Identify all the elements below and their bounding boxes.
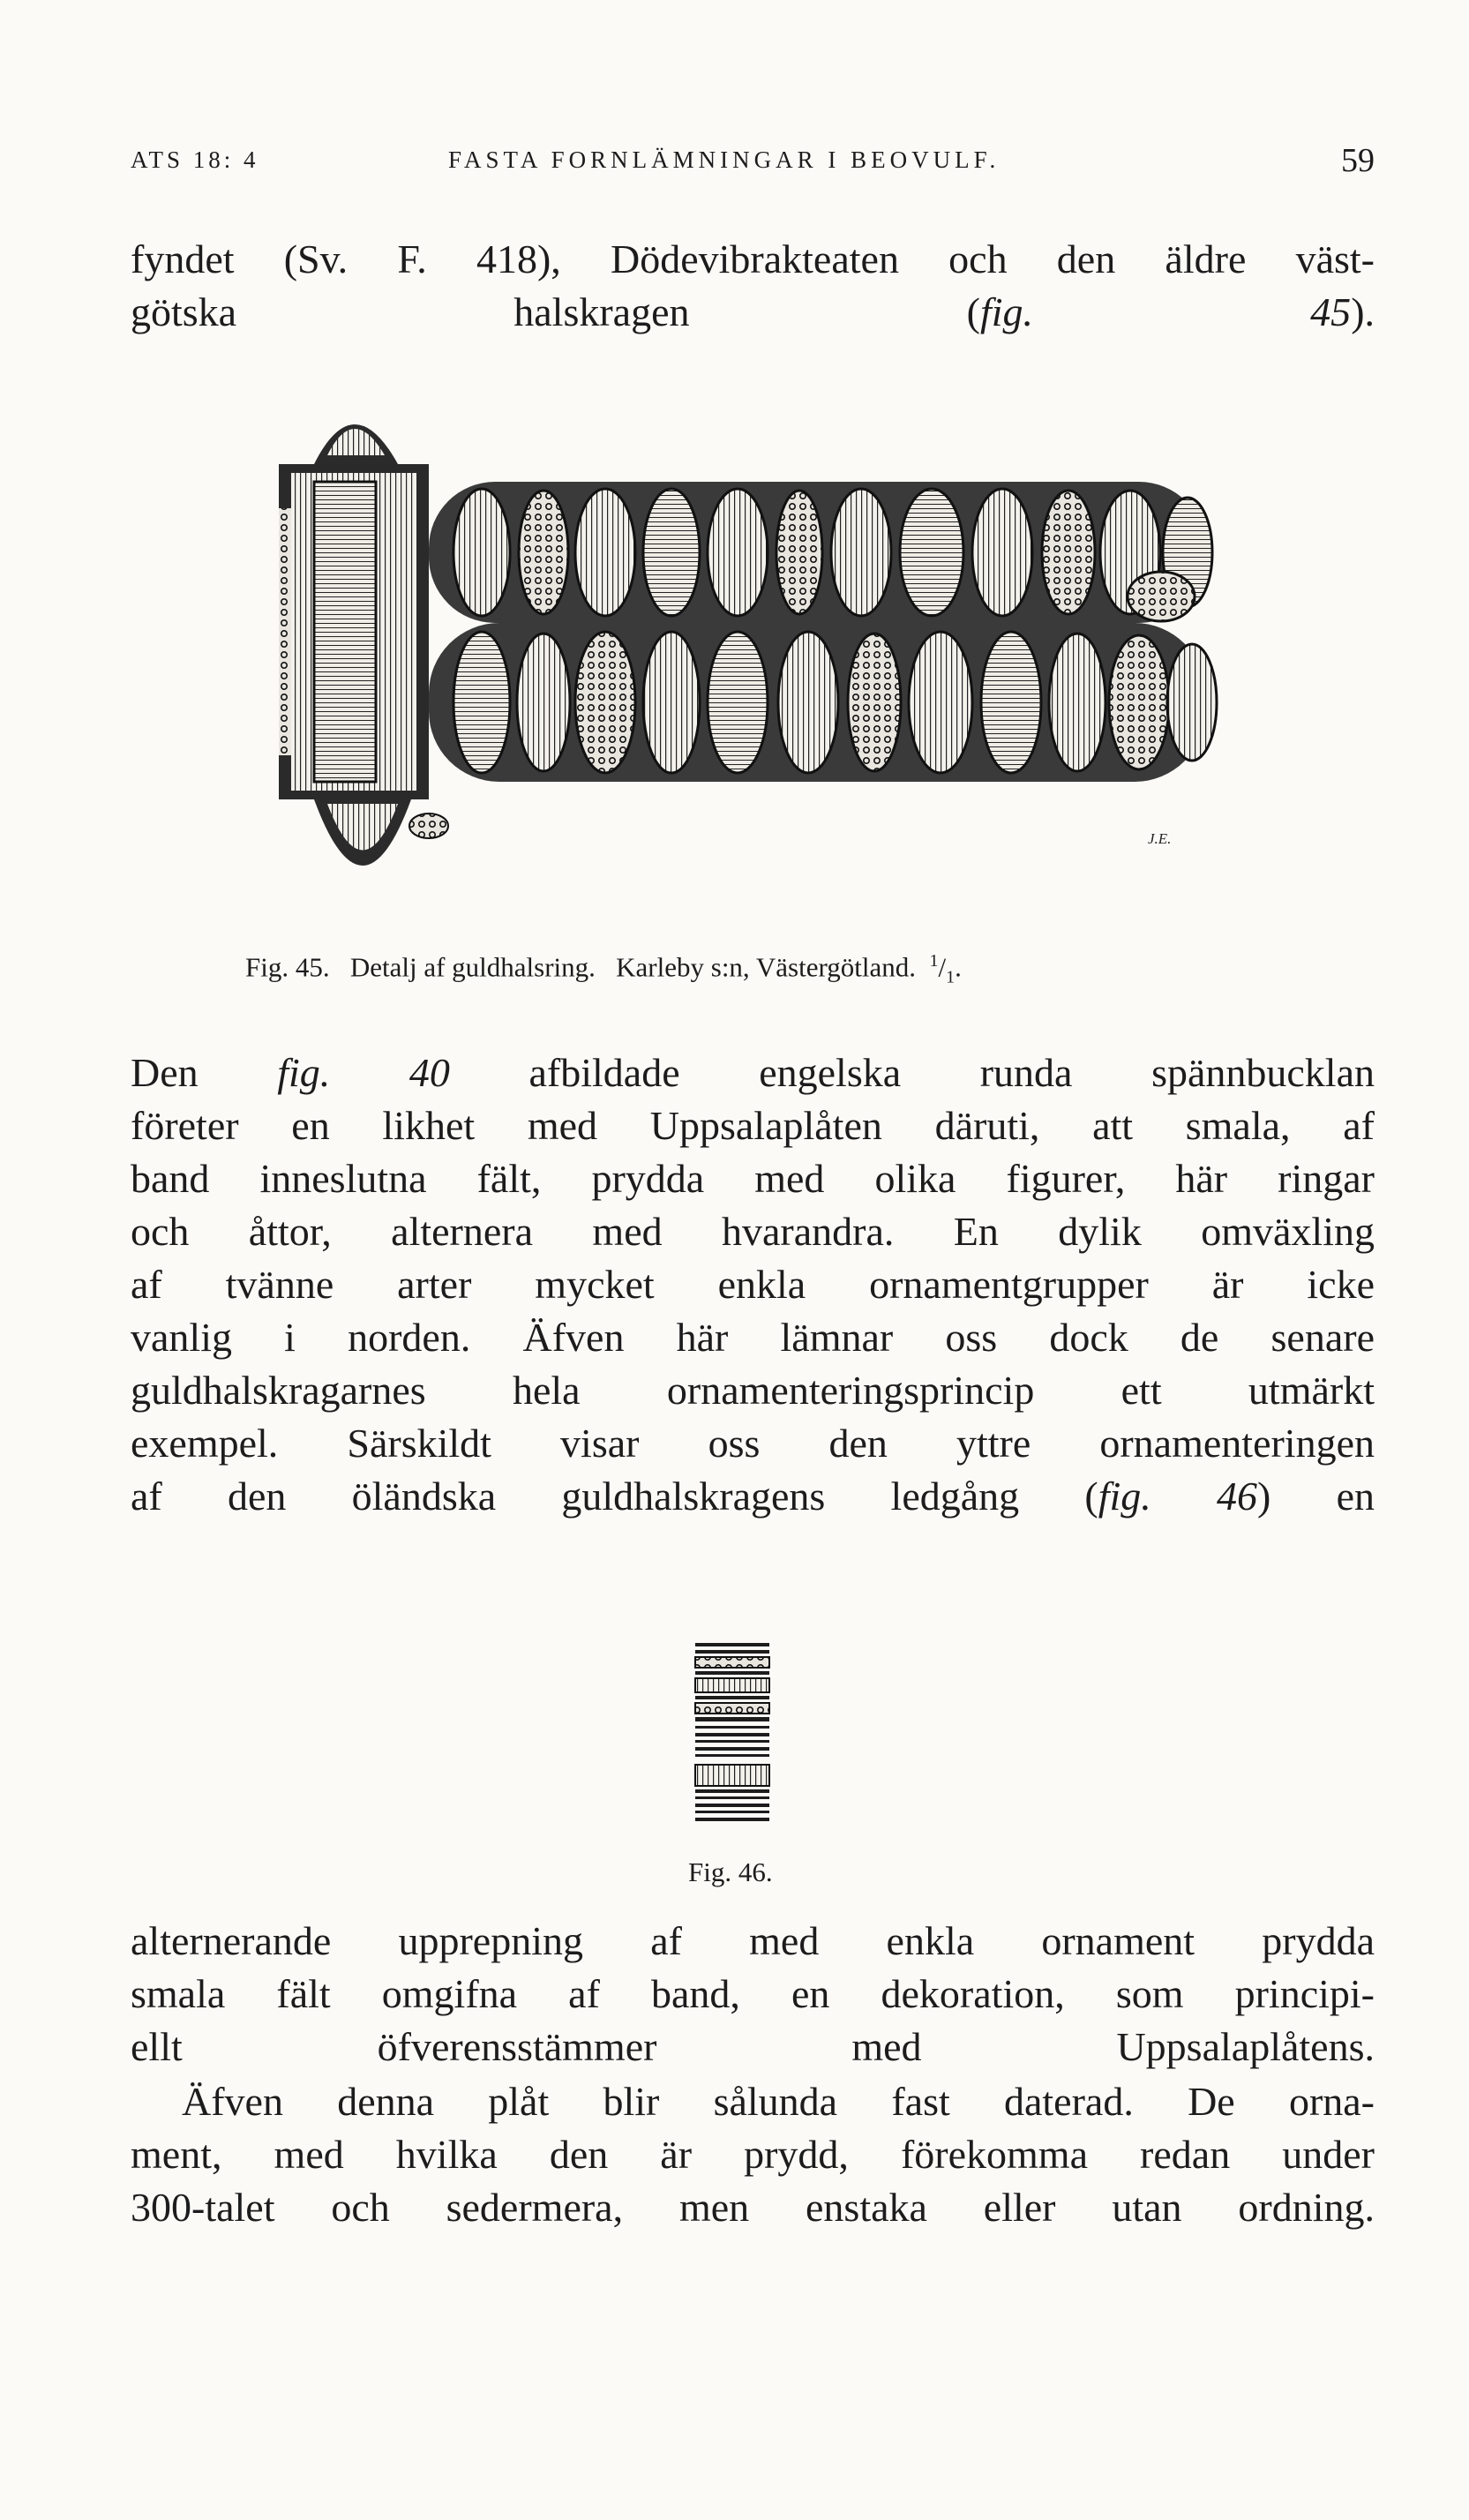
text-line: vanlig i norden. Äfven här lämnar oss dock de senare	[131, 1315, 1375, 1360]
main-paragraph	[131, 1046, 1375, 1523]
text-line: och åttor, alternera med hvarandra. En dylik omväxling	[131, 1209, 1375, 1254]
text-line: Äfven denna plåt blir sålunda fast daterad. De orna-	[182, 2079, 1375, 2124]
text-line: fyndet (Sv. F. 418), Dödevibrakteaten och den äldre väst-	[131, 236, 1375, 281]
figure-46-caption: Fig. 46.	[688, 1856, 773, 1887]
continuation-paragraph	[131, 1915, 1375, 2074]
text-line: exempel. Särskildt visar oss den yttre ornamenteringen	[131, 1421, 1375, 1466]
text-line: af den öländska guldhalskragens ledgång (fig. 46) en	[131, 1474, 1375, 1519]
hinge-ornament-illustration	[692, 1641, 773, 1826]
text-line: guldhalskragarnes hela ornamenteringsprincip ett utmärkt	[131, 1368, 1375, 1413]
text-line: 300-talet och sedermera, men enstaka eller utan ordning.	[131, 2185, 1375, 2230]
text-line: ment, med hvilka den är prydd, förekomma redan under	[131, 2132, 1375, 2177]
header-title: FASTA FORNLÄMNINGAR I BEOVULF.	[448, 146, 1001, 173]
intro-paragraph	[131, 233, 1375, 339]
text-line: götska halskragen (fig. 45).	[131, 289, 1375, 334]
text-line: smala fält omgifna af band, en dekoration, som principi-	[131, 1971, 1375, 2016]
gold-collar-illustration	[279, 385, 1232, 941]
figure-45-caption: Fig. 45. Detalj af guldhalsring. Karleby s:n, Västergötland. $^1/_1$.	[245, 951, 962, 987]
header-journal-ref: ATS 18: 4	[131, 146, 259, 173]
closing-paragraph	[131, 2075, 1375, 2128]
text-line: band inneslutna fält, prydda med olika figurer, här ringar	[131, 1156, 1375, 1201]
page-number: 59	[1341, 142, 1375, 179]
text-line: företer en likhet med Uppsalaplåten däruti, att smala, af	[131, 1103, 1375, 1148]
running-header	[131, 142, 1375, 185]
closing-paragraph-rest	[131, 2128, 1375, 2234]
text-line: af tvänne arter mycket enkla ornamentgrupper är icke	[131, 1262, 1375, 1307]
engraver-signature: J.E.	[1148, 830, 1172, 847]
text-line: ellt öfverensstämmer med Uppsalaplåtens.	[131, 2024, 1375, 2069]
text-line: alternerande upprepning af med enkla ornament prydda	[131, 1918, 1375, 1963]
text-line: Den fig. 40 afbildade engelska runda spännbucklan	[131, 1050, 1375, 1095]
